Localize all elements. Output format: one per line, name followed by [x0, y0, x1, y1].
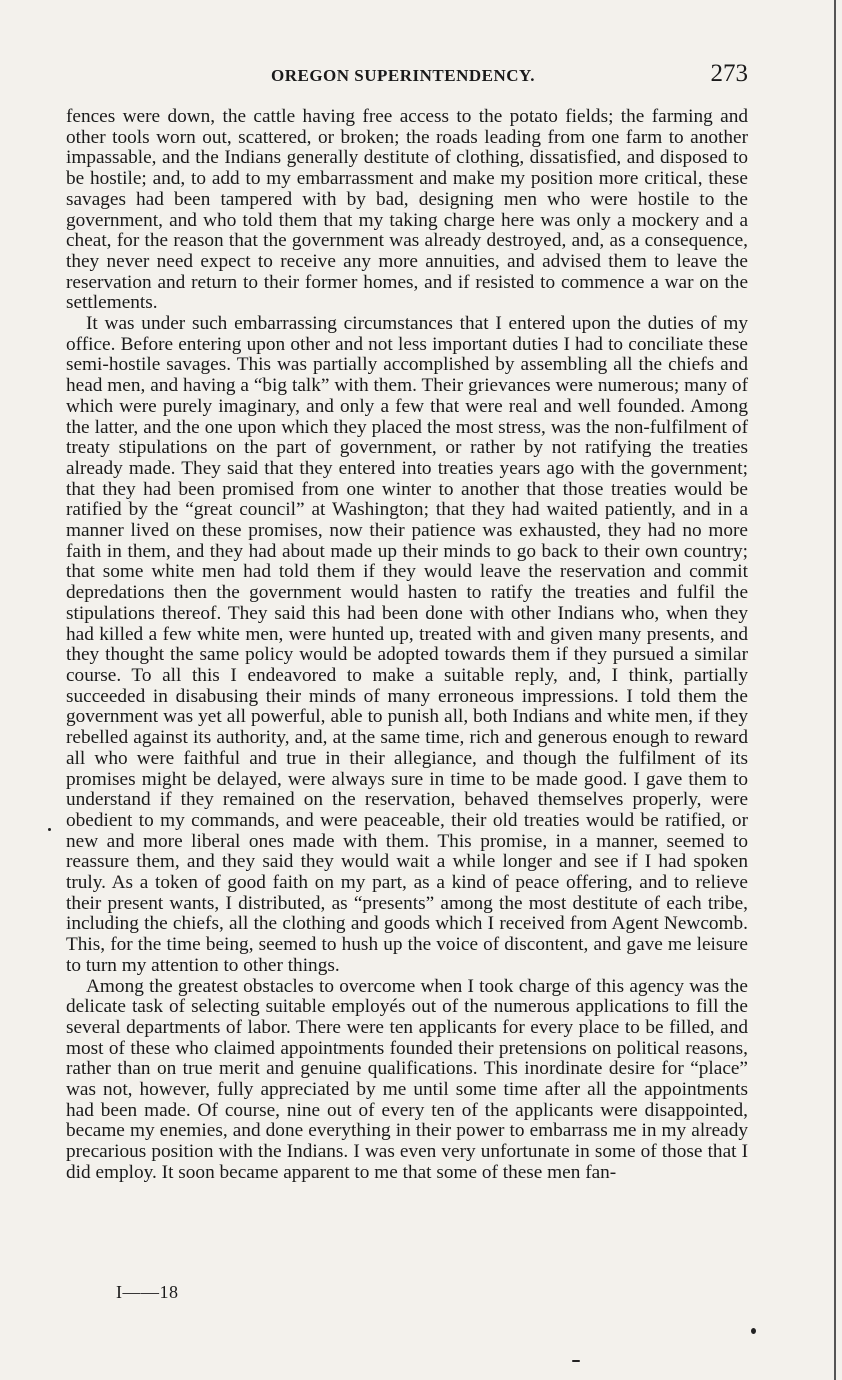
- page-number: 273: [710, 60, 748, 87]
- paragraph: It was under such embarrassing circumstances that I entered upon the duties of my office. Before entering upon other and not less important duties I had to conciliate these semi-hostile savages. This was partially accomplished by assembling all the chiefs and head men, and having a “big talk” with them. Their grievances were numerous; many of which were purely imaginary, and only a few that were real and well founded. Among the latter, and the one upon which they placed the most stress, was the non-fulfilment of treaty stipulations on the part of government, or rather by not ratifying the treaties already made. They said that they entered into treaties years ago with the government; that they had been promised from one winter to another that those treaties would be ratified by the “great council” at Washington; that they had waited patiently, and in a manner lived on these promises, now their patience was exhausted, they had no more faith in them, and they had about made up their minds to go back to their own country; that some white men had told them if they would leave the reservation and commit depredations then the government would hasten to ratify the treaties and fulfil the stipulations thereof. They said this had been done with other Indians who, when they had killed a few white men, were hunted up, treated with and given many presents, and they thought the same policy would be adopted towards them if they pursued a similar course. To all this I endeavored to make a suitable reply, and, I think, partially succeeded in disabusing their minds of many erroneous impressions. I told them the government was yet all powerful, able to punish all, both Indians and white men, if they rebelled against its authority, and, at the same time, rich and generous enough to reward all who were faithful and true in their allegiance, and though the fulfilment of its promises might be delayed, were always sure in time to be made good. I gave them to understand if they remained on the reservation, behaved themselves properly, were obedient to my commands, and were peaceable, their old treaties would be ratified, or new and more liberal ones made with them. This promise, in a manner, seemed to reassure them, and they said they would wait a while longer and see if I had spoken truly. As a token of good faith on my part, as a kind of peace offering, and to relieve their present wants, I distributed, as “presents” among the most destitute of each tribe, including the chiefs, all the clothing and goods which I received from Agent Newcomb. This, for the time being, seemed to hush up the voice of discontent, and gave me leisure to turn my attention to other things.: [66, 313, 748, 976]
- paragraph: fences were down, the cattle having free access to the potato fields; the farming and other tools worn out, scattered, or broken; the roads leading from one farm to another impassable, and the Indians generally destitute of clothing, dissatisfied, and disposed to be hostile; and, to add to my embarrassment and make my position more critical, these savages had been tampered with by bad, designing men who were hostile to the government, and who told them that my taking charge here was only a mockery and a cheat, for the reason that the government was already destroyed, and, as a consequence, they never need expect to receive any more annuities, and advised them to leave the reservation and return to their former homes, and if resisted to commence a war on the settlements.: [66, 106, 748, 314]
- body-text: [66, 107, 748, 1184]
- page-edge-border: [834, 0, 836, 1380]
- running-head: OREGON SUPERINTENDENCY.: [271, 66, 536, 85]
- ink-speck: [751, 1328, 756, 1334]
- ink-speck: [572, 1360, 580, 1362]
- page-header: [66, 60, 748, 94]
- signature-mark: I——18: [116, 1282, 179, 1302]
- ink-speck: [48, 828, 51, 831]
- paragraph: Among the greatest obstacles to overcome when I took charge of this agency was the delicate task of selecting suitable employés out of the numerous applications to fill the several departments of labor. There were ten applicants for every place to be filled, and most of these who claimed appointments founded their pretensions on political reasons, rather than on true merit and genuine qualifications. This inordinate desire for “place” was not, however, fully appreciated by me until some time after all the appointments had been made. Of course, nine out of every ten of the applicants were disappointed, became my enemies, and done everything in their power to embarrass me in my already precarious position with the Indians. I was even very unfortunate in some of those that I did employ. It soon became apparent to me that some of these men fan-: [66, 975, 748, 1183]
